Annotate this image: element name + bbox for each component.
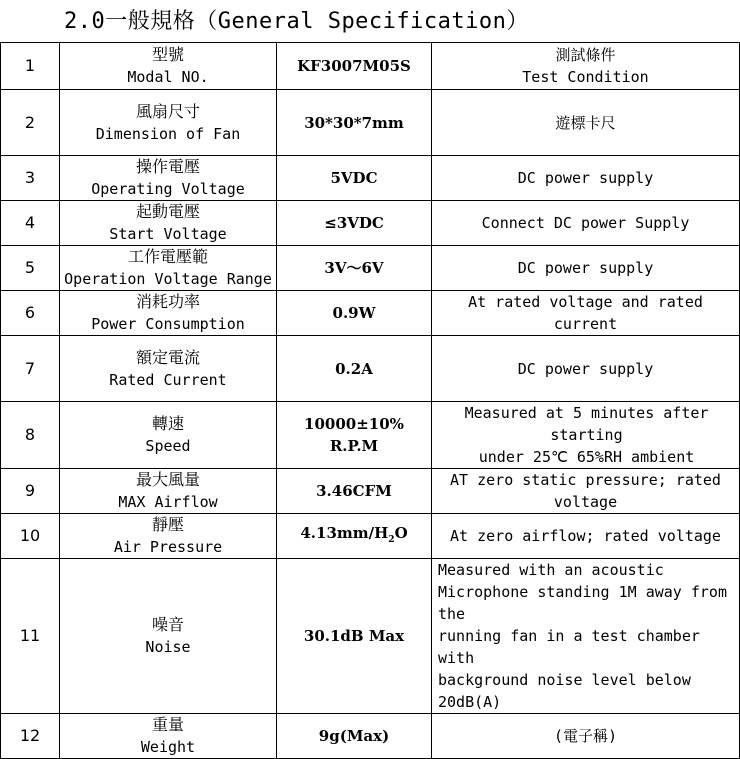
- test-condition: 測試條件 Test Condition: [432, 43, 740, 90]
- spec-value: 5VDC: [277, 156, 432, 201]
- spec-value-subscript: 2: [388, 534, 395, 545]
- test-condition: AT zero static pressure; rated voltage: [432, 469, 740, 514]
- table-row: [1, 469, 740, 514]
- item-label-chinese: 額定電流: [135, 347, 200, 367]
- table-row: [1, 201, 740, 246]
- test-condition: DC power supply: [432, 336, 740, 402]
- row-number: 4: [1, 201, 60, 246]
- item-label-english: Air Pressure: [113, 538, 223, 556]
- item-label-chinese: 工作電壓範: [127, 247, 208, 266]
- row-number: 10: [1, 514, 60, 559]
- item-label-chinese: 風扇尺寸: [135, 101, 200, 121]
- test-condition: At rated voltage and rated current: [432, 291, 740, 336]
- item-cell: [60, 90, 277, 156]
- item-label-english: Noise: [145, 638, 191, 656]
- table-row: [1, 43, 740, 90]
- spec-value: 10000±10% R.P.M: [277, 402, 432, 469]
- table-row: [1, 514, 740, 559]
- item-cell: [60, 514, 277, 559]
- item-label-chinese: 噪音: [151, 615, 184, 634]
- item-label-chinese: 最大風量: [135, 470, 200, 489]
- spec-value: ≤3VDC: [277, 201, 432, 246]
- test-condition: Connect DC power Supply: [432, 201, 740, 246]
- item-cell: [60, 291, 277, 336]
- table-row: [1, 291, 740, 336]
- item-label-chinese: 靜壓: [151, 515, 184, 534]
- row-number: 1: [1, 43, 60, 90]
- row-number: 5: [1, 246, 60, 291]
- table-row: [1, 336, 740, 402]
- item-label-english: Start Voltage: [109, 225, 227, 243]
- spec-value: 3.46CFM: [277, 469, 432, 514]
- spec-value-tail: O: [394, 523, 408, 542]
- table-row: [1, 402, 740, 469]
- table-row: [1, 156, 740, 201]
- spec-value-text: 4.13mm/H: [300, 523, 389, 542]
- test-condition: DC power supply: [432, 246, 740, 291]
- table-row: [1, 246, 740, 291]
- item-label-chinese: 重量: [151, 715, 184, 734]
- spec-value: 30.1dB Max: [277, 559, 432, 714]
- item-cell: [60, 246, 277, 291]
- item-cell: [60, 402, 277, 469]
- item-label-chinese: 起動電壓: [135, 202, 200, 221]
- item-cell: [60, 156, 277, 201]
- row-number: 8: [1, 402, 60, 469]
- row-number: 6: [1, 291, 60, 336]
- test-condition: 遊標卡尺: [432, 90, 740, 156]
- spec-value: [277, 514, 432, 559]
- row-number: 3: [1, 156, 60, 201]
- item-label-english: Speed: [145, 437, 191, 455]
- row-number: 2: [1, 90, 60, 156]
- row-number: 11: [1, 559, 60, 714]
- spec-value: 3V～6V: [277, 246, 432, 291]
- table-row: [1, 559, 740, 714]
- spec-value: 0.2A: [277, 336, 432, 402]
- row-number: 12: [1, 714, 60, 759]
- spec-value: 30*30*7mm: [277, 90, 432, 156]
- item-label-chinese: 型號: [151, 45, 184, 64]
- test-condition: Measured with an acoustic Microphone standing 1M away from the running fan in a test chamber with background noise level below 20dB(A): [432, 559, 740, 714]
- table-row: [1, 90, 740, 156]
- row-number: 9: [1, 469, 60, 514]
- item-cell: [60, 201, 277, 246]
- item-label-english: Operating Voltage: [91, 180, 245, 198]
- item-label-english: Dimension of Fan: [95, 124, 241, 143]
- spec-value: 9g(Max): [277, 714, 432, 759]
- item-cell: [60, 43, 277, 90]
- test-condition: Measured at 5 minutes after starting under 25℃ 65%RH ambient: [432, 402, 740, 469]
- item-label-english: Power Consumption: [91, 315, 245, 333]
- test-condition: DC power supply: [432, 156, 740, 201]
- item-cell: [60, 469, 277, 514]
- item-label-english: Weight: [140, 738, 196, 756]
- test-condition: At zero airflow; rated voltage: [432, 514, 740, 559]
- item-label-english: Rated Current: [109, 370, 227, 389]
- item-label-english: Modal NO.: [127, 68, 209, 86]
- test-condition: (電子稱): [432, 714, 740, 759]
- item-label-chinese: 消耗功率: [135, 292, 200, 311]
- page-title: 2.0一般規格（General Specification）: [64, 9, 529, 34]
- item-label-chinese: 轉速: [151, 414, 184, 433]
- item-cell: [60, 559, 277, 714]
- row-number: 7: [1, 336, 60, 402]
- item-label-english: Operation Voltage Range: [64, 270, 272, 288]
- spec-value: KF3007M05S: [277, 43, 432, 90]
- table-row: [1, 714, 740, 759]
- item-label-english: MAX Airflow: [118, 493, 218, 511]
- item-label-chinese: 操作電壓: [135, 157, 200, 176]
- specification-table: [0, 42, 740, 759]
- spec-value: 0.9W: [277, 291, 432, 336]
- item-cell: [60, 714, 277, 759]
- item-cell: [60, 336, 277, 402]
